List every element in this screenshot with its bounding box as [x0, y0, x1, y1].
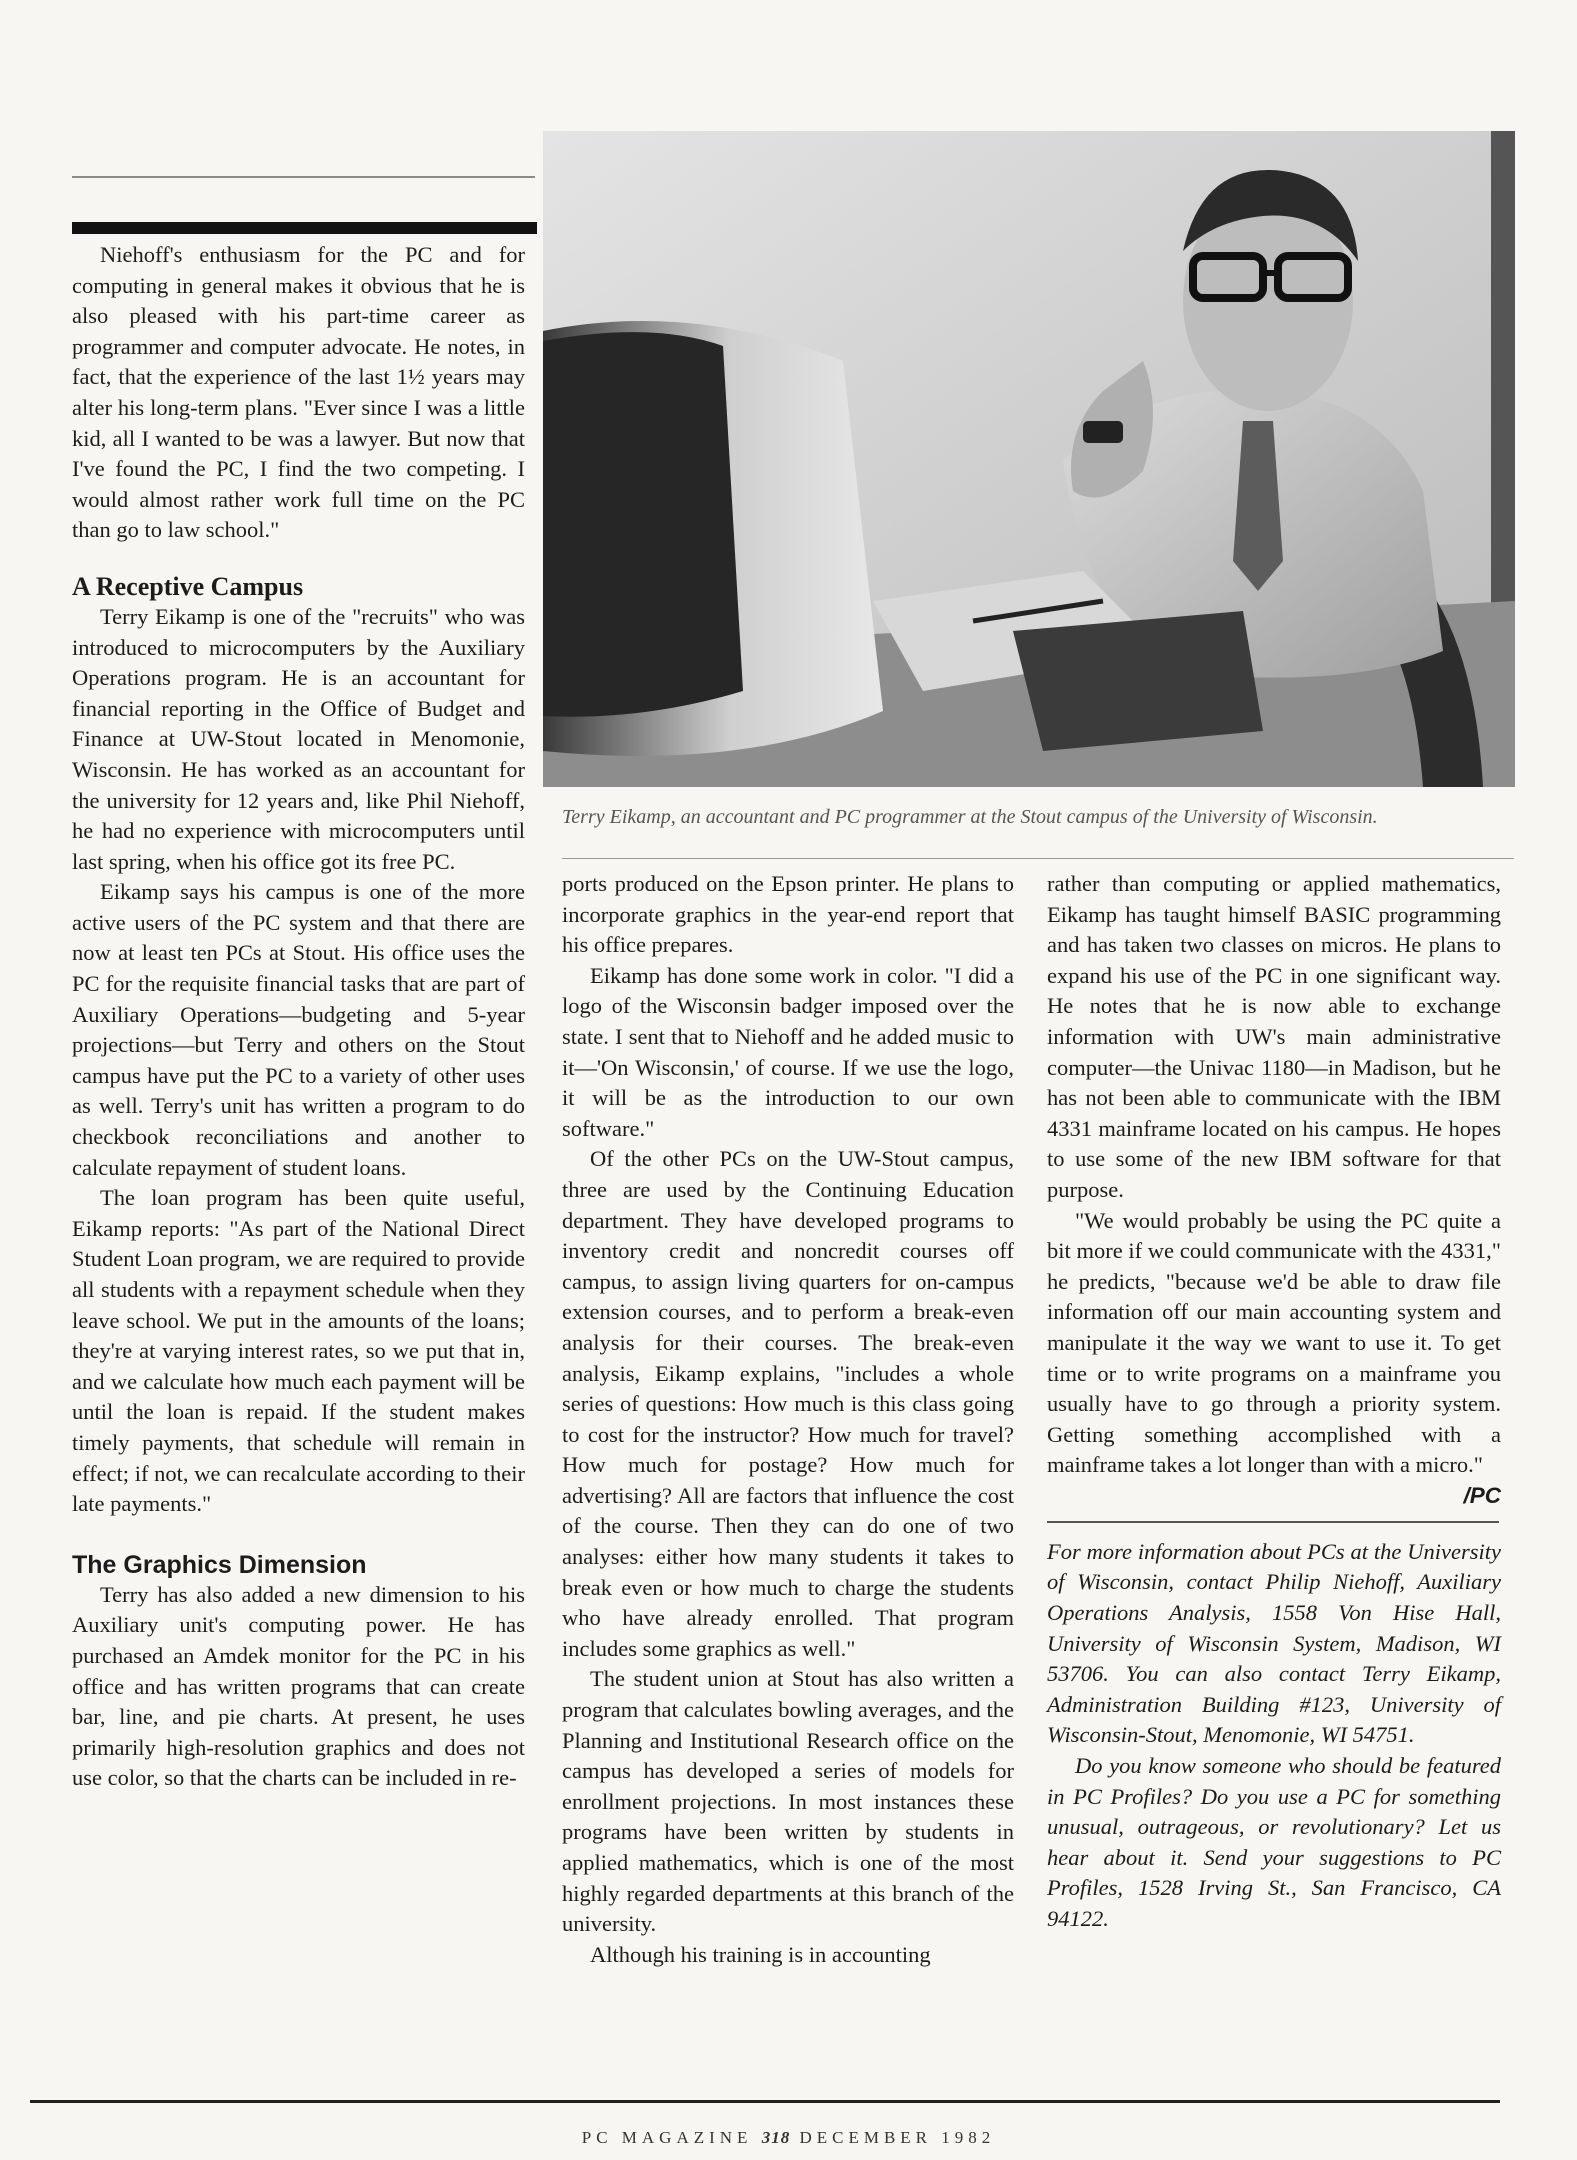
info-box-rule: [1047, 1521, 1499, 1523]
paragraph: rather than computing or applied mathematics, Eikamp has taught himself BASIC programming and has taken two classes on micros. He plans to expand his use of the PC in one significant way. He notes that he is now able to exchange information with UW's main administrative computer—the Univac 1180—in Madison, but he has not been able to communicate with the IBM 4331 mainframe located on his campus. He hopes to use some of the new IBM software for that purpose.: [1047, 871, 1501, 1202]
contact-info: For more information about PCs at the University of Wisconsin, contact Philip Niehoff, Auxiliary Operations Analysis, 1558 Von Hise Hall, University of Wisconsin System, Madison, WI 53706. You can also contact Terry Eikamp, Administration Building #123, University of Wisconsin-Stout, Menomonie, WI 54751.: [1047, 1538, 1501, 1748]
section-heading-receptive-campus: A Receptive Campus: [72, 571, 304, 601]
paragraph: Terry has also added a new dimension to his Auxiliary unit's computing power. He has purchased an Amdek monitor for the PC in his office and has written programs that can create bar, line, and pie charts. At present, he uses primarily high-resolution graphics and does not use color, so that the charts can be included in re-: [72, 1581, 525, 1791]
column-2: [562, 869, 1014, 1970]
column-1: [72, 240, 525, 1794]
paragraph: ports produced on the Epson printer. He plans to incorporate graphics in the year-end report that his office prepares.: [562, 871, 1014, 958]
paragraph: The student union at Stout has also written a program that calculates bowling averages, and the Planning and Institutional Research office on the campus has developed a series of models for enrollment projections. In most instances these programs have been written by students in applied mathematics, which is one of the most highly regarded departments at this branch of the university.: [562, 1666, 1014, 1937]
photo-illustration: [543, 131, 1515, 787]
paragraph: Although his training is in accounting: [590, 1941, 931, 1967]
top-thick-rule: [72, 222, 537, 234]
paragraph: Eikamp says his campus is one of the more active users of the PC system and that there are now at least ten PCs at Stout. His office uses the PC for the requisite financial tasks that are part of Auxiliary Operations—budgeting and 5-year projections—but Terry and others on the Stout campus have put the PC to a variety of other uses as well. Terry's unit has written a program to do checkbook reconciliations and another to calculate repayment of student loans.: [72, 879, 525, 1180]
photo-terry-eikamp: [543, 131, 1515, 787]
paragraph: Of the other PCs on the UW-Stout campus, three are used by the Continuing Education department. They have developed programs to inventory credit and noncredit courses off campus, to assign living quarters for on-campus extension courses, and to perform a break-even analysis for their courses. The break-even analysis, Eikamp explains, "includes a whole series of questions: How much is this class going to cost for the instructor? How much for travel? How much for postage? How much for advertising? All are factors that influence the cost of the course. Then they can do one of two analyses: either how many students it takes to break even or how much to charge the students who have already enrolled. That program includes some graphics as well.": [562, 1146, 1014, 1661]
page-footer: [0, 2128, 1577, 2148]
bottom-rule: [30, 2100, 1500, 2103]
footer-magazine: PC MAGAZINE: [581, 2128, 753, 2147]
info-box: [1047, 1537, 1501, 1935]
footer-page-number: 318: [761, 2128, 791, 2147]
pc-sign-off: /PC: [1463, 1482, 1501, 1508]
paragraph: Terry Eikamp is one of the "recruits" who was introduced to microcomputers by the Auxiliary Operations program. He is an accountant for financial reporting in the Office of Budget and Finance at UW-Stout located in Menomonie, Wisconsin. He has worked as an accountant for the university for 12 years and, like Phil Niehoff, he had no experience with microcomputers until last spring, when his office got its free PC.: [72, 603, 525, 874]
paragraph: Eikamp has done some work in color. "I did a logo of the Wisconsin badger imposed over the state. I sent that to Niehoff and he added music to it—'On Wisconsin,' of course. If we use the logo, it will be as the introduction to our own software.": [562, 962, 1014, 1141]
paragraph-intro: Niehoff's enthusiasm for the PC and for computing in general makes it obvious that he is also pleased with his part-time career as programmer and computer advocate. He notes, in fact, that the experience of the last 1½ years may alter his long-term plans. "Ever since I was a little kid, all I wanted to be was a lawyer. But now that I've found the PC, I find the two competing. I would almost rather work full time on the PC than go to law school.": [72, 242, 525, 543]
submission-invite: Do you know someone who should be featured in PC Profiles? Do you use a PC for something unusual, outrageous, or revolutionary? Let us hear about it. Send your suggestions to PC Profiles, 1528 Irving St., San Francisco, CA 94122.: [1047, 1753, 1501, 1931]
caption-rule: [562, 858, 1514, 859]
top-thin-rule: [72, 176, 535, 178]
paragraph-quote-text: "We would probably be using the PC quite a bit more if we could communicate with the 4331," he predicts, "because we'd be able to draw file information off our main accounting system and manipulate it the way we want to use it. To get time or to write programs on a mainframe you usually have to go through a priority system. Getting something accomplished with a mainframe takes a lot longer than with a micro.": [1047, 1207, 1501, 1478]
paragraph-quote: [1047, 1206, 1501, 1508]
photo-caption: Terry Eikamp, an accountant and PC programmer at the Stout campus of the University of Wisconsin.: [562, 806, 1378, 828]
footer-date: DECEMBER 1982: [799, 2128, 996, 2147]
section-heading-graphics-dimension: The Graphics Dimension: [72, 1550, 367, 1579]
column-3: [1047, 869, 1501, 1935]
paragraph: The loan program has been quite useful, Eikamp reports: "As part of the National Direct Student Loan program, we are required to provide all students with a repayment schedule when they leave school. We put in the amounts of the loans; they're at varying interest rates, so we put that in, and we calculate how much each payment will be until the loan is repaid. If the student makes timely payments, that schedule will remain in effect; if not, we can recalculate according to their late payments.": [72, 1185, 525, 1517]
